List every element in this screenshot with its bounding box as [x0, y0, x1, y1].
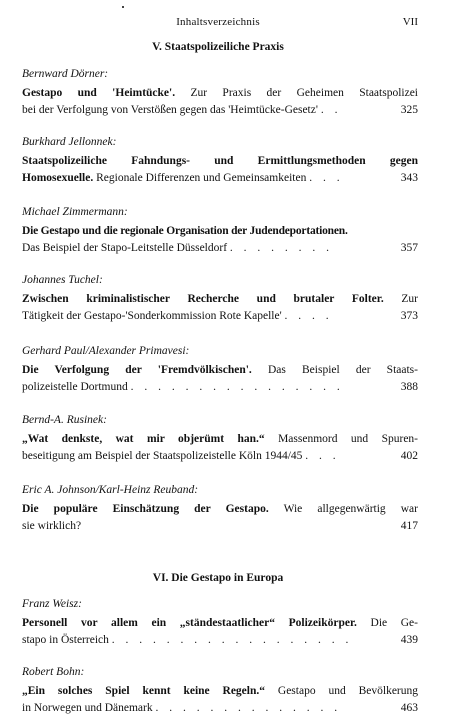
leader-dots: . . . . . . . . . . . . . . . .	[130, 381, 344, 393]
running-header	[18, 16, 418, 32]
entry-line	[22, 240, 418, 258]
entry-subtitle: Regionale Differenzen und Gemeinsamkeiten	[93, 172, 307, 184]
page-number: 402	[400, 450, 418, 462]
entry-subtitle: Zur	[383, 292, 419, 305]
toc-entry	[22, 412, 418, 466]
toc-entry	[22, 482, 418, 536]
entry-author: Bernward Dörner:	[22, 68, 109, 80]
entry-line	[22, 170, 418, 188]
page-number: 343	[400, 172, 418, 184]
leader-dots: . . . . . . . .	[229, 242, 334, 254]
toc-entry	[22, 134, 418, 188]
entry-author: Burkhard Jellonnek:	[22, 136, 117, 148]
entry-author: Robert Bohn:	[22, 666, 85, 678]
leader-dots: . . .	[305, 450, 340, 462]
leader-dots: . .	[320, 104, 342, 116]
entry-subtitle: sie wirklich?	[22, 520, 82, 532]
entry-subtitle: polizeistelle Dortmund	[22, 381, 128, 393]
page-number: 373	[400, 310, 418, 322]
entry-author: Bernd-A. Rusinek:	[22, 414, 107, 426]
entry-title: Die Gestapo und die regionale Organisation der Judendeportationen.	[22, 224, 348, 237]
entry-title: Die populäre Einschätzung der Gestapo.	[22, 502, 269, 515]
entry-line	[22, 518, 418, 536]
toc-entry	[22, 272, 418, 326]
entry-author: Michael Zimmermann:	[22, 206, 128, 218]
entry-subtitle: Wie allgegenwärtig war	[268, 502, 418, 515]
entry-line	[22, 85, 418, 103]
entry-title: Staatspolizeiliche Fahndungs- und Ermittlungsmethoden gegen	[22, 154, 418, 167]
entry-line	[22, 501, 418, 519]
toc-entry	[22, 66, 418, 120]
entry-line	[22, 308, 418, 326]
entry-line	[22, 431, 418, 449]
entry-subtitle: Gestapo und Bevölkerung	[265, 684, 419, 697]
entry-author: Eric A. Johnson/Karl-Heinz Reuband:	[22, 484, 199, 496]
entry-line	[22, 615, 418, 633]
page-number: 463	[400, 702, 418, 714]
entry-subtitle: Zur Praxis der Geheimen Staatspolizei	[175, 86, 418, 99]
page-number: 388	[400, 381, 418, 393]
entry-line	[22, 448, 418, 466]
leader-dots: . . . . . . . . . . . . . . . . . .	[111, 634, 353, 646]
entry-subtitle: Das Beispiel der Staats-	[251, 363, 418, 376]
entry-line	[22, 379, 418, 397]
entry-line	[22, 683, 418, 701]
entry-title: „Wat denkste, wat mir objerümt han.“	[22, 432, 265, 445]
toc-entry	[22, 664, 418, 718]
entry-subtitle: Massenmord und Spuren-	[264, 432, 418, 445]
section-title: VI. Die Gestapo in Europa	[152, 572, 284, 584]
toc-entry	[22, 343, 418, 397]
entry-line	[22, 153, 418, 171]
entry-line	[22, 223, 418, 241]
leader-dots: . . . . . . . . . . . . . .	[155, 702, 342, 714]
entry-subtitle: Tätigkeit der Gestapo-'Sonderkommission Rote Kapelle'	[22, 310, 282, 322]
entry-author: Gerhard Paul/Alexander Primavesi:	[22, 345, 190, 357]
header-title: Inhaltsverzeichnis	[176, 16, 260, 28]
section-title: V. Staatspolizeiliche Praxis	[152, 41, 284, 53]
entry-line	[22, 291, 418, 309]
entry-subtitle: bei der Verfolgung von Verstößen gegen das 'Heimtücke-Gesetz'	[22, 104, 318, 116]
entry-author: Johannes Tuchel:	[22, 274, 103, 286]
entry-title: Zwischen kriminalistischer Recherche und brutaler Folter.	[22, 292, 384, 305]
page-number: 357	[400, 242, 418, 254]
entry-subtitle: in Norwegen und Dänemark	[22, 702, 153, 714]
toc-entry	[22, 204, 418, 258]
entry-author: Franz Weisz:	[22, 598, 82, 610]
entry-line	[22, 700, 418, 718]
page-mark	[122, 6, 124, 8]
entry-line	[22, 102, 418, 120]
entry-subtitle: beseitigung am Beispiel der Staatspolizeistelle Köln 1944/45	[22, 450, 303, 462]
page-number: 439	[400, 634, 418, 646]
entry-title: Gestapo und 'Heimtücke'.	[22, 86, 176, 99]
entry-subtitle: Die Ge-	[356, 616, 418, 629]
entry-title: „Ein solches Spiel kennt keine Regeln.“	[22, 684, 266, 697]
entry-line	[22, 632, 418, 650]
entry-subtitle: Das Beispiel der Stapo-Leitstelle Düsseldorf	[22, 242, 228, 254]
entry-title: Personell vor allem ein „ständestaatlicher“ Polizeikörper.	[22, 616, 357, 629]
leader-dots: . . .	[309, 172, 344, 184]
entry-title: Homosexuelle.	[22, 172, 94, 184]
page-number: 325	[400, 104, 418, 116]
page-number: 417	[400, 520, 418, 532]
entry-subtitle: stapo in Österreich	[22, 634, 109, 646]
entry-title: Die Verfolgung der 'Fremdvölkischen'.	[22, 363, 252, 376]
entry-line	[22, 362, 418, 380]
toc-entry	[22, 596, 418, 650]
header-folio: VII	[402, 16, 418, 28]
leader-dots: . . . .	[284, 310, 333, 322]
